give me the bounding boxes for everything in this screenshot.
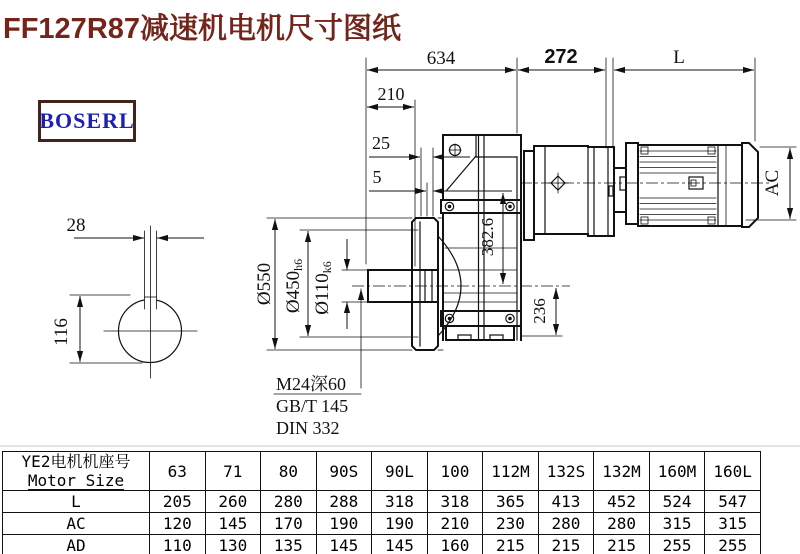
- header-chinese: YE2电机机座号: [21, 452, 131, 471]
- dim-382-label: 382.6: [478, 217, 497, 257]
- value-cell: 145: [205, 513, 261, 535]
- dim-L-label: L: [673, 47, 685, 68]
- value-cell: 230: [483, 513, 539, 535]
- row-label: AD: [3, 535, 150, 554]
- value-cell: 318: [427, 491, 483, 513]
- column-header-cell: 100: [427, 452, 483, 491]
- column-header-cell: 80: [261, 452, 317, 491]
- value-cell: 365: [483, 491, 539, 513]
- dimension-annotations: [254, 46, 796, 438]
- value-cell: 210: [427, 513, 483, 535]
- value-cell: 160: [427, 535, 483, 554]
- value-cell: 318: [372, 491, 428, 513]
- value-cell: 315: [705, 513, 761, 535]
- value-cell: 215: [483, 535, 539, 554]
- dim-5-label: 5: [372, 167, 382, 187]
- value-cell: 190: [316, 513, 372, 535]
- value-cell: 135: [261, 535, 317, 554]
- value-cell: 288: [316, 491, 372, 513]
- value-cell: 215: [538, 535, 594, 554]
- value-cell: 547: [705, 491, 761, 513]
- column-header-cell: 160L: [705, 452, 761, 491]
- value-cell: 413: [538, 491, 594, 513]
- value-cell: 145: [316, 535, 372, 554]
- value-cell: 120: [150, 513, 206, 535]
- dim-210-label: 210: [377, 84, 405, 104]
- dim-236-label: 236: [530, 298, 549, 324]
- column-header-cell: 132M: [594, 452, 650, 491]
- dim-28-label: 28: [66, 215, 86, 236]
- value-cell: 524: [649, 491, 705, 513]
- value-cell: 190: [372, 513, 428, 535]
- dim-110-label: Ø110k6: [312, 261, 334, 315]
- output-shaft-flange: [342, 218, 570, 350]
- value-cell: 205: [150, 491, 206, 513]
- column-header-cell: 132S: [538, 452, 594, 491]
- value-cell: 280: [594, 513, 650, 535]
- value-cell: 215: [594, 535, 650, 554]
- column-header-cell: 112M: [483, 452, 539, 491]
- dim-116-label: 116: [51, 318, 72, 346]
- value-cell: 145: [372, 535, 428, 554]
- brand-logo-text: BOSERL: [39, 108, 135, 133]
- row-label: L: [3, 491, 150, 513]
- value-cell: 255: [705, 535, 761, 554]
- value-cell: 130: [205, 535, 261, 554]
- dim-450-label: Ø450h6: [283, 258, 305, 314]
- value-cell: 315: [649, 513, 705, 535]
- value-cell: 280: [538, 513, 594, 535]
- table-header-row: [3, 452, 761, 491]
- table-row: [3, 513, 761, 535]
- value-cell: 452: [594, 491, 650, 513]
- value-cell: 260: [205, 491, 261, 513]
- value-cell: 255: [649, 535, 705, 554]
- dim-AC-label: AC: [762, 169, 783, 197]
- column-header-cell: 63: [150, 452, 206, 491]
- column-header-cell: 90S: [316, 452, 372, 491]
- motor-size-table: [2, 451, 761, 554]
- table-row: [3, 535, 761, 554]
- value-cell: 280: [261, 491, 317, 513]
- row-label: AC: [3, 513, 150, 535]
- dim-272-label: 272: [544, 46, 578, 68]
- standard-gbt-label: GB/T 145: [276, 396, 349, 416]
- table-row: [3, 491, 761, 513]
- value-cell: 110: [150, 535, 206, 554]
- column-header-cell: 90L: [372, 452, 428, 491]
- column-header-cell: 71: [205, 452, 261, 491]
- column-header-cell: 160M: [649, 452, 705, 491]
- page-title: FF127R87减速机电机尺寸图纸: [3, 13, 402, 45]
- motor-size-header-cell: [3, 452, 150, 491]
- shaft-key-section-view: [51, 215, 204, 378]
- standard-din-label: DIN 332: [276, 418, 340, 438]
- dim-550-label: Ø550: [254, 262, 275, 306]
- motor-adapter: [524, 146, 626, 240]
- thread-spec-label: M24深60: [276, 374, 347, 394]
- dim-634-label: 634: [426, 48, 456, 69]
- header-english: Motor Size: [27, 471, 125, 490]
- value-cell: 170: [261, 513, 317, 535]
- dim-25-label: 25: [372, 133, 390, 153]
